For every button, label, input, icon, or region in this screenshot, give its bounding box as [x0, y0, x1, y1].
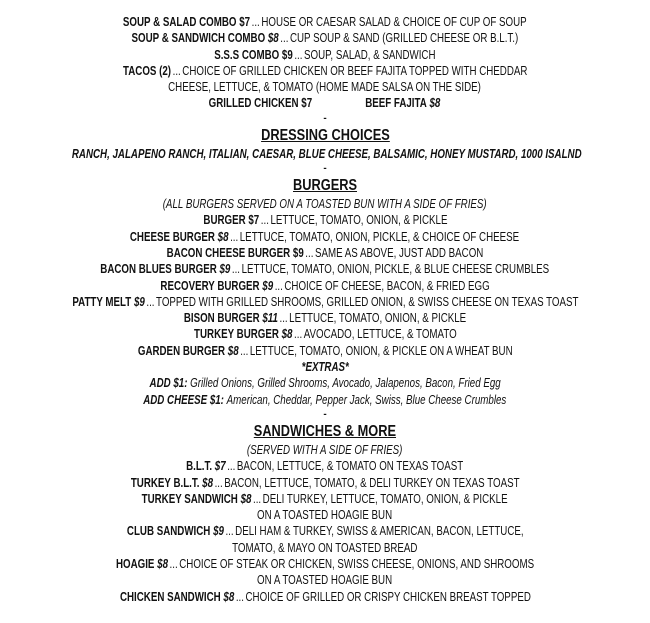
combo-item-text — [123, 63, 527, 79]
burger-item-text — [138, 343, 513, 359]
ellipsis: ... — [280, 31, 289, 46]
sandwiches-note — [0, 442, 650, 458]
burgers-heading — [0, 176, 650, 196]
item-description: CHOICE OF CHEESE, BACON, & FRIED EGG — [284, 278, 490, 293]
ellipsis: ... — [274, 278, 283, 293]
sandwich-item — [0, 475, 650, 491]
item-description: CHOICE OF GRILLED CHICKEN OR BEEF FAJITA TOPPED WITH CHEDDAR — [182, 63, 528, 78]
item-name: BACON BLUES BURGER — [100, 262, 218, 277]
item-name: B.L.T. — [186, 459, 213, 474]
ellipsis: ... — [279, 311, 288, 326]
burger-item — [0, 278, 650, 294]
item-description-continued: CHEESE, LETTUCE, & TOMATO (HOME MADE SALSA ON THE SIDE) — [168, 80, 482, 95]
item-name: TURKEY SANDWICH — [142, 491, 239, 506]
section-divider: - — [323, 408, 327, 420]
item-description: TOPPED WITH GRILLED SHROOMS, GRILLED ONION, & SWISS CHEESE ON TEXAS TOAST — [155, 294, 579, 309]
combo-item — [0, 30, 650, 46]
burger-item-text — [194, 326, 457, 342]
item-description-continued: TOMATO, & MAYO ON TOASTED BREAD — [232, 540, 418, 555]
item-price: $11 — [262, 311, 278, 326]
item-price: $8 — [218, 229, 229, 244]
dressing-heading — [0, 126, 650, 146]
item-description: CUP SOUP & SAND (GRILLED CHEESE OR B.L.T.) — [290, 31, 519, 46]
ellipsis: ... — [169, 557, 178, 572]
sandwich-item-text — [116, 556, 534, 572]
item-name: CHEESE BURGER — [130, 229, 216, 244]
item-description-continued: ON A TOASTED HOAGIE BUN — [257, 573, 393, 588]
extras-line — [0, 375, 650, 391]
sandwich-item — [0, 458, 650, 474]
burgers-heading-text: BURGERS — [292, 177, 357, 195]
burger-item — [0, 294, 650, 310]
sandwich-item — [0, 556, 650, 572]
burger-item-text — [160, 278, 489, 294]
dressing-list-text: RANCH, JALAPENO RANCH, ITALIAN, CAESAR, BLUE CHEESE, BALSAMIC, HONEY MUSTARD, 1000 ISALND — [71, 146, 582, 161]
taco-option — [209, 95, 312, 111]
sandwich-item-cont — [0, 572, 650, 588]
option-name: GRILLED CHICKEN — [209, 96, 300, 111]
item-description: BACON, LETTUCE, TOMATO, & DELI TURKEY ON TEXAS TOAST — [224, 475, 520, 490]
extras-title-text — [301, 359, 348, 375]
item-name: SOUP & SALAD COMBO — [123, 15, 237, 29]
item-price: $8 — [227, 343, 239, 358]
burger-item — [0, 310, 650, 326]
sandwich-item-cont — [0, 507, 650, 523]
item-description: BACON, LETTUCE, & TOMATO ON TEXAS TOAST — [237, 459, 464, 474]
burger-item — [0, 326, 650, 342]
extras-list: American, Cheddar, Pepper Jack, Swiss, Blue Cheese Crumbles — [226, 392, 507, 407]
item-price: $7 — [215, 459, 227, 474]
burger-item — [0, 229, 650, 245]
ellipsis: ... — [172, 63, 181, 78]
item-name: SOUP & SANDWICH COMBO — [131, 31, 266, 46]
item-name: BACON CHEESE BURGER — [166, 245, 291, 260]
extras-label: ADD $1: — [149, 376, 188, 391]
sandwich-item-cont — [0, 540, 650, 556]
burger-item — [0, 245, 650, 261]
item-name: S.S.S COMBO — [214, 47, 280, 62]
item-description: CHOICE OF GRILLED OR CRISPY CHICKEN BREAST TOPPED — [245, 589, 531, 604]
item-description: CHOICE OF STEAK OR CHICKEN, SWISS CHEESE, ONIONS, AND SHROOMS — [179, 557, 535, 572]
item-name: BISON BURGER — [183, 311, 260, 326]
combo-item-cont — [0, 79, 650, 95]
burger-item-text — [167, 245, 484, 261]
ellipsis: ... — [227, 459, 236, 474]
item-price: $8 — [240, 491, 252, 506]
sandwich-item-cont-text — [232, 540, 417, 556]
sandwich-item-cont-text — [257, 507, 392, 523]
item-price: $8 — [281, 327, 293, 342]
item-description: LETTUCE, TOMATO, ONION, & PICKLE ON A WHEAT BUN — [249, 343, 513, 358]
combo-item-text — [132, 30, 519, 46]
item-description: DELI TURKEY, LETTUCE, TOMATO, ONION, & PICKLE — [263, 491, 508, 506]
item-price: $8 — [201, 475, 213, 490]
item-price: $8 — [157, 557, 168, 572]
burgers-note-text: (ALL BURGERS SERVED ON A TOASTED BUN WITH A SIDE OF FRIES) — [163, 197, 487, 212]
ellipsis: ... — [253, 491, 262, 506]
option-price: $7 — [301, 96, 313, 111]
burger-item — [0, 212, 650, 228]
sandwich-item — [0, 491, 650, 507]
sandwiches-note-text — [247, 442, 402, 458]
burger-item-text — [130, 229, 519, 245]
dressing-heading-text: DRESSING CHOICES — [260, 126, 390, 144]
ellipsis: ... — [145, 294, 155, 309]
item-name: CLUB SANDWICH — [126, 524, 211, 539]
item-description: HOUSE OR CAESAR SALAD & CHOICE OF CUP OF SOUP — [261, 15, 527, 29]
ellipsis: ... — [294, 47, 303, 62]
extras-title — [0, 359, 650, 375]
item-price: $8 — [267, 31, 279, 46]
ellipsis: ... — [305, 245, 314, 260]
item-price: $8 — [223, 589, 234, 604]
item-description: SAME AS ABOVE, JUST ADD BACON — [314, 245, 484, 260]
extras-line-text — [149, 375, 500, 391]
section-divider: - — [323, 163, 327, 175]
item-name: GARDEN BURGER — [137, 343, 225, 358]
section-divider: - — [323, 112, 327, 124]
burger-item-text — [101, 261, 550, 277]
item-name: CHICKEN SANDWICH — [119, 589, 221, 604]
item-name: TURKEY B.L.T. — [130, 475, 200, 490]
item-name: BURGER — [202, 213, 246, 228]
combo-item-text — [123, 14, 527, 30]
burgers-note — [0, 196, 650, 212]
sandwich-item-text — [142, 491, 508, 507]
item-description: LETTUCE, TOMATO, ONION, & PICKLE — [270, 213, 448, 228]
item-name: HOAGIE — [115, 557, 155, 572]
ellipsis: ... — [225, 524, 234, 539]
option-name: BEEF FAJITA — [365, 96, 428, 111]
item-price: $9 — [282, 47, 293, 62]
item-description: SOUP, SALAD, & SANDWICH — [304, 47, 436, 62]
sandwich-item-text — [127, 523, 524, 539]
sandwich-item — [0, 589, 650, 605]
ellipsis: ... — [293, 327, 302, 342]
item-price: $9 — [262, 278, 274, 293]
sandwich-item-cont-text — [257, 572, 392, 588]
extras-label: ADD CHEESE $1: — [143, 392, 225, 407]
sandwiches-heading — [0, 422, 650, 442]
extras-line — [0, 392, 650, 408]
combo-item — [0, 63, 650, 79]
dressing-list-text — [72, 146, 582, 162]
combo-item-text — [214, 47, 435, 63]
extras-title-text: *EXTRAS* — [301, 360, 349, 375]
taco-options — [0, 95, 650, 111]
sandwich-item — [0, 523, 650, 539]
taco-options-text — [183, 95, 468, 111]
item-description: AVOCADO, LETTUCE, & TOMATO — [303, 327, 457, 342]
sandwich-item-text — [120, 589, 531, 605]
item-name: RECOVERY BURGER — [160, 278, 260, 293]
ellipsis: ... — [230, 229, 239, 244]
dressing-list — [0, 146, 650, 162]
item-description: LETTUCE, TOMATO, ONION, & PICKLE — [289, 311, 467, 326]
item-price: $7 — [239, 15, 251, 29]
ellipsis: ... — [232, 262, 241, 277]
burger-item-text — [203, 212, 447, 228]
ellipsis: ... — [260, 213, 269, 228]
extras-list: Grilled Onions, Grilled Shrooms, Avocado, Jalapenos, Bacon, Fried Egg — [190, 376, 501, 391]
ellipsis: ... — [251, 15, 260, 29]
item-description: DELI HAM & TURKEY, SWISS & AMERICAN, BACON, LETTUCE, — [234, 524, 524, 539]
item-name: TACOS (2) — [122, 63, 171, 78]
burgers-note-text — [163, 196, 487, 212]
item-description: LETTUCE, TOMATO, ONION, PICKLE, & BLUE CHEESE CRUMBLES — [241, 262, 550, 277]
combo-item — [0, 47, 650, 63]
item-name: PATTY MELT — [71, 294, 131, 309]
taco-option — [366, 95, 441, 111]
sandwich-item-text — [186, 458, 463, 474]
item-description-continued: ON A TOASTED HOAGIE BUN — [257, 508, 393, 523]
combo-item — [0, 14, 650, 30]
burger-item-text — [72, 294, 578, 310]
item-price: $9 — [292, 245, 304, 260]
burger-item — [0, 343, 650, 359]
item-description: LETTUCE, TOMATO, ONION, PICKLE, & CHOICE OF CHEESE — [240, 229, 520, 244]
item-price: $9 — [212, 524, 224, 539]
combo-item-cont-text — [169, 79, 482, 95]
burger-item — [0, 261, 650, 277]
item-name: TURKEY BURGER — [193, 327, 279, 342]
ellipsis: ... — [214, 475, 223, 490]
extras-line-text — [143, 392, 506, 408]
sandwiches-heading-text: SANDWICHES & MORE — [253, 422, 397, 440]
ellipsis: ... — [235, 589, 244, 604]
item-price: $7 — [247, 213, 259, 228]
item-price: $9 — [219, 262, 231, 277]
sandwiches-note-text: (SERVED WITH A SIDE OF FRIES) — [247, 442, 403, 457]
ellipsis: ... — [239, 343, 249, 358]
item-price: $9 — [133, 294, 145, 309]
sandwich-item-text — [131, 475, 520, 491]
option-price: $8 — [429, 96, 441, 111]
burger-item-text — [184, 310, 466, 326]
